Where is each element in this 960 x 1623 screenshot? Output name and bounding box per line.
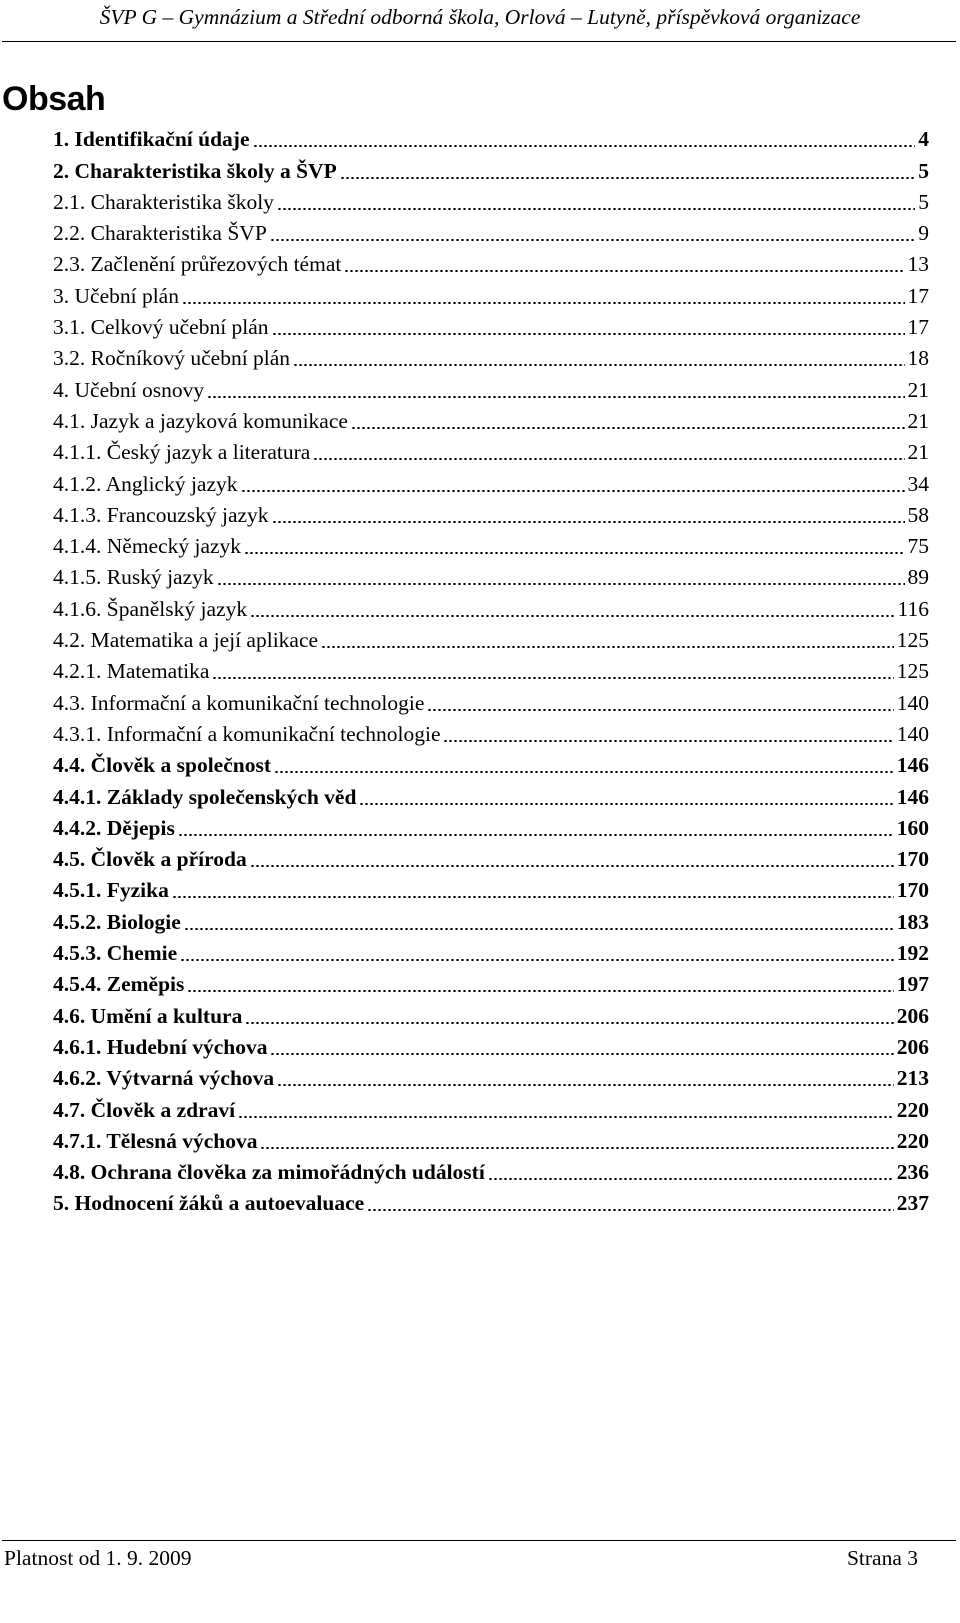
table-of-contents xyxy=(53,122,929,1217)
toc-entry-page: 140 xyxy=(896,690,929,715)
toc-entry[interactable] xyxy=(53,1030,929,1061)
toc-dot-leader xyxy=(245,1022,893,1024)
toc-entry-label: 4.6. Umění a kultura xyxy=(53,1003,243,1028)
toc-dot-leader xyxy=(272,521,905,523)
toc-entry[interactable] xyxy=(53,310,929,341)
toc-entry[interactable] xyxy=(53,1155,929,1186)
toc-dot-leader xyxy=(244,552,904,554)
toc-entry-page: 183 xyxy=(896,909,929,934)
toc-entry[interactable] xyxy=(53,278,929,309)
toc-entry[interactable] xyxy=(53,372,929,403)
toc-entry-page: 140 xyxy=(896,721,929,746)
toc-dot-leader xyxy=(367,1209,894,1211)
toc-entry-label: 4.6.1. Hudební výchova xyxy=(53,1034,268,1059)
toc-dot-leader xyxy=(238,1116,894,1118)
toc-dot-leader xyxy=(172,896,894,898)
toc-dot-leader xyxy=(359,803,893,805)
toc-dot-leader xyxy=(427,709,893,711)
toc-dot-leader xyxy=(277,1084,894,1086)
footer-validity: Platnost od 1. 9. 2009 xyxy=(4,1546,192,1570)
toc-entry-page: 21 xyxy=(907,440,929,465)
toc-dot-leader xyxy=(207,396,904,398)
toc-entry-label: 4.5.2. Biologie xyxy=(53,909,181,934)
toc-entry[interactable] xyxy=(53,748,929,779)
toc-entry-label: 5. Hodnocení žáků a autoevaluace xyxy=(53,1191,365,1216)
toc-entry-label: 2.2. Charakteristika ŠVP xyxy=(53,221,267,246)
toc-entry-label: 4.1.6. Španělský jazyk xyxy=(53,596,248,621)
toc-entry-page: 220 xyxy=(896,1128,929,1153)
toc-dot-leader xyxy=(443,740,893,742)
toc-entry-label: 4.2.1. Matematika xyxy=(53,659,210,684)
toc-entry-page: 21 xyxy=(907,408,929,433)
toc-dot-leader xyxy=(351,427,905,429)
toc-dot-leader xyxy=(293,364,904,366)
toc-dot-leader xyxy=(212,677,893,679)
toc-entry-label: 4.1.1. Český jazyk a literatura xyxy=(53,440,311,465)
toc-entry-page: 220 xyxy=(896,1097,929,1122)
toc-entry[interactable] xyxy=(53,1092,929,1123)
toc-entry[interactable] xyxy=(53,685,929,716)
toc-entry-page: 75 xyxy=(907,534,929,559)
toc-entry-label: 2. Charakteristika školy a ŠVP xyxy=(53,158,337,183)
toc-entry-page: 5 xyxy=(918,158,929,183)
toc-entry-page: 160 xyxy=(896,815,929,840)
toc-dot-leader xyxy=(274,771,894,773)
toc-dot-leader xyxy=(187,990,893,992)
toc-entry[interactable] xyxy=(53,1124,929,1155)
toc-entry-label: 4.1. Jazyk a jazyková komunikace xyxy=(53,408,348,433)
toc-entry-page: 17 xyxy=(907,315,929,340)
toc-entry[interactable] xyxy=(53,936,929,967)
toc-entry[interactable] xyxy=(53,654,929,685)
toc-entry-page: 34 xyxy=(907,471,929,496)
toc-entry-label: 3. Učební plán xyxy=(53,283,179,308)
toc-entry-page: 18 xyxy=(907,346,929,371)
toc-entry-label: 4.1.2. Anglický jazyk xyxy=(53,471,238,496)
toc-entry-label: 4.5.3. Chemie xyxy=(53,941,178,966)
toc-entry-page: 5 xyxy=(918,189,929,214)
toc-entry-page: 170 xyxy=(896,847,929,872)
toc-entry[interactable] xyxy=(53,341,929,372)
toc-dot-leader xyxy=(488,1178,894,1180)
toc-entry-label: 1. Identifikační údaje xyxy=(53,127,250,152)
toc-entry[interactable] xyxy=(53,717,929,748)
toc-entry-label: 4.1.5. Ruský jazyk xyxy=(53,565,214,590)
toc-entry[interactable] xyxy=(53,560,929,591)
toc-entry[interactable] xyxy=(53,904,929,935)
toc-dot-leader xyxy=(182,302,905,304)
toc-entry-page: 236 xyxy=(896,1160,929,1185)
toc-entry-page: 9 xyxy=(918,221,929,246)
toc-entry[interactable] xyxy=(53,998,929,1029)
toc-entry-label: 4.8. Ochrana člověka za mimořádných událostí xyxy=(53,1160,485,1185)
toc-entry[interactable] xyxy=(53,122,929,153)
toc-entry-label: 2.3. Začlenění průřezových témat xyxy=(53,252,342,277)
header-divider xyxy=(2,41,956,42)
toc-dot-leader xyxy=(184,928,894,930)
toc-entry[interactable] xyxy=(53,873,929,904)
toc-dot-leader xyxy=(250,865,894,867)
toc-entry-page: 192 xyxy=(896,941,929,966)
toc-entry[interactable] xyxy=(53,842,929,873)
toc-entry-label: 3.2. Ročníkový učební plán xyxy=(53,346,291,371)
toc-dot-leader xyxy=(313,458,904,460)
toc-entry-label: 4.2. Matematika a její aplikace xyxy=(53,628,319,653)
toc-entry-label: 4.3. Informační a komunikační technologie xyxy=(53,690,425,715)
toc-entry[interactable] xyxy=(53,404,929,435)
toc-dot-leader xyxy=(217,583,905,585)
toc-entry-label: 2.1. Charakteristika školy xyxy=(53,189,274,214)
toc-entry-page: 206 xyxy=(896,1034,929,1059)
toc-entry-label: 4. Učební osnovy xyxy=(53,377,205,402)
toc-dot-leader xyxy=(344,270,904,272)
footer-divider xyxy=(2,1540,956,1541)
toc-entry-label: 4.6.2. Výtvarná výchova xyxy=(53,1066,275,1091)
toc-entry-label: 4.7.1. Tělesná výchova xyxy=(53,1128,258,1153)
toc-dot-leader xyxy=(253,145,916,147)
toc-dot-leader xyxy=(340,177,916,179)
toc-entry-page: 17 xyxy=(907,283,929,308)
toc-entry[interactable] xyxy=(53,435,929,466)
toc-dot-leader xyxy=(321,646,894,648)
toc-entry-page: 116 xyxy=(897,596,929,621)
toc-dot-leader xyxy=(270,239,915,241)
toc-entry-label: 4.1.3. Francouzský jazyk xyxy=(53,502,269,527)
toc-entry[interactable] xyxy=(53,529,929,560)
toc-entry[interactable] xyxy=(53,153,929,184)
toc-entry-page: 146 xyxy=(896,753,929,778)
toc-entry-label: 4.7. Člověk a zdraví xyxy=(53,1097,236,1122)
toc-dot-leader xyxy=(180,959,894,961)
toc-entry-label: 4.1.4. Německý jazyk xyxy=(53,534,242,559)
page-header: ŠVP G – Gymnázium a Střední odborná škola, Orlová – Lutyně, příspěvková organizace xyxy=(99,5,861,29)
toc-entry[interactable] xyxy=(53,466,929,497)
toc-entry-label: 4.5.1. Fyzika xyxy=(53,878,169,903)
toc-dot-leader xyxy=(250,615,894,617)
toc-entry-page: 58 xyxy=(907,502,929,527)
toc-entry[interactable] xyxy=(53,185,929,216)
toc-entry[interactable] xyxy=(53,967,929,998)
toc-entry-page: 125 xyxy=(896,628,929,653)
toc-entry[interactable] xyxy=(53,216,929,247)
toc-entry[interactable] xyxy=(53,1061,929,1092)
toc-entry-label: 4.3.1. Informační a komunikační technologie xyxy=(53,721,441,746)
toc-entry-label: 4.4.1. Základy společenských věd xyxy=(53,784,357,809)
toc-entry-page: 237 xyxy=(896,1191,929,1216)
toc-entry-page: 13 xyxy=(907,252,929,277)
toc-entry-page: 89 xyxy=(907,565,929,590)
toc-entry-page: 170 xyxy=(896,878,929,903)
toc-entry-page: 197 xyxy=(896,972,929,997)
toc-entry-page: 206 xyxy=(896,1003,929,1028)
toc-entry[interactable] xyxy=(53,811,929,842)
toc-dot-leader xyxy=(241,490,905,492)
toc-entry[interactable] xyxy=(53,1186,929,1217)
toc-entry-page: 125 xyxy=(896,659,929,684)
toc-entry-label: 4.5.4. Zeměpis xyxy=(53,972,185,997)
toc-entry-page: 213 xyxy=(896,1066,929,1091)
toc-dot-leader xyxy=(270,1053,893,1055)
toc-dot-leader xyxy=(260,1147,893,1149)
toc-entry-label: 4.5. Člověk a příroda xyxy=(53,847,247,872)
toc-entry[interactable] xyxy=(53,591,929,622)
toc-entry-page: 4 xyxy=(918,127,929,152)
toc-entry-label: 4.4. Člověk a společnost xyxy=(53,753,271,778)
footer-page-number: Strana 3 xyxy=(846,1546,918,1570)
toc-entry-page: 146 xyxy=(896,784,929,809)
toc-entry[interactable] xyxy=(53,247,929,278)
toc-entry[interactable] xyxy=(53,623,929,654)
toc-entry-label: 3.1. Celkový učební plán xyxy=(53,315,269,340)
toc-entry[interactable] xyxy=(53,498,929,529)
toc-entry-page: 21 xyxy=(907,377,929,402)
toc-dot-leader xyxy=(272,333,905,335)
toc-dot-leader xyxy=(178,834,894,836)
toc-entry-label: 4.4.2. Dějepis xyxy=(53,815,175,840)
toc-title: Obsah xyxy=(2,80,106,118)
toc-dot-leader xyxy=(277,208,915,210)
toc-entry[interactable] xyxy=(53,779,929,810)
